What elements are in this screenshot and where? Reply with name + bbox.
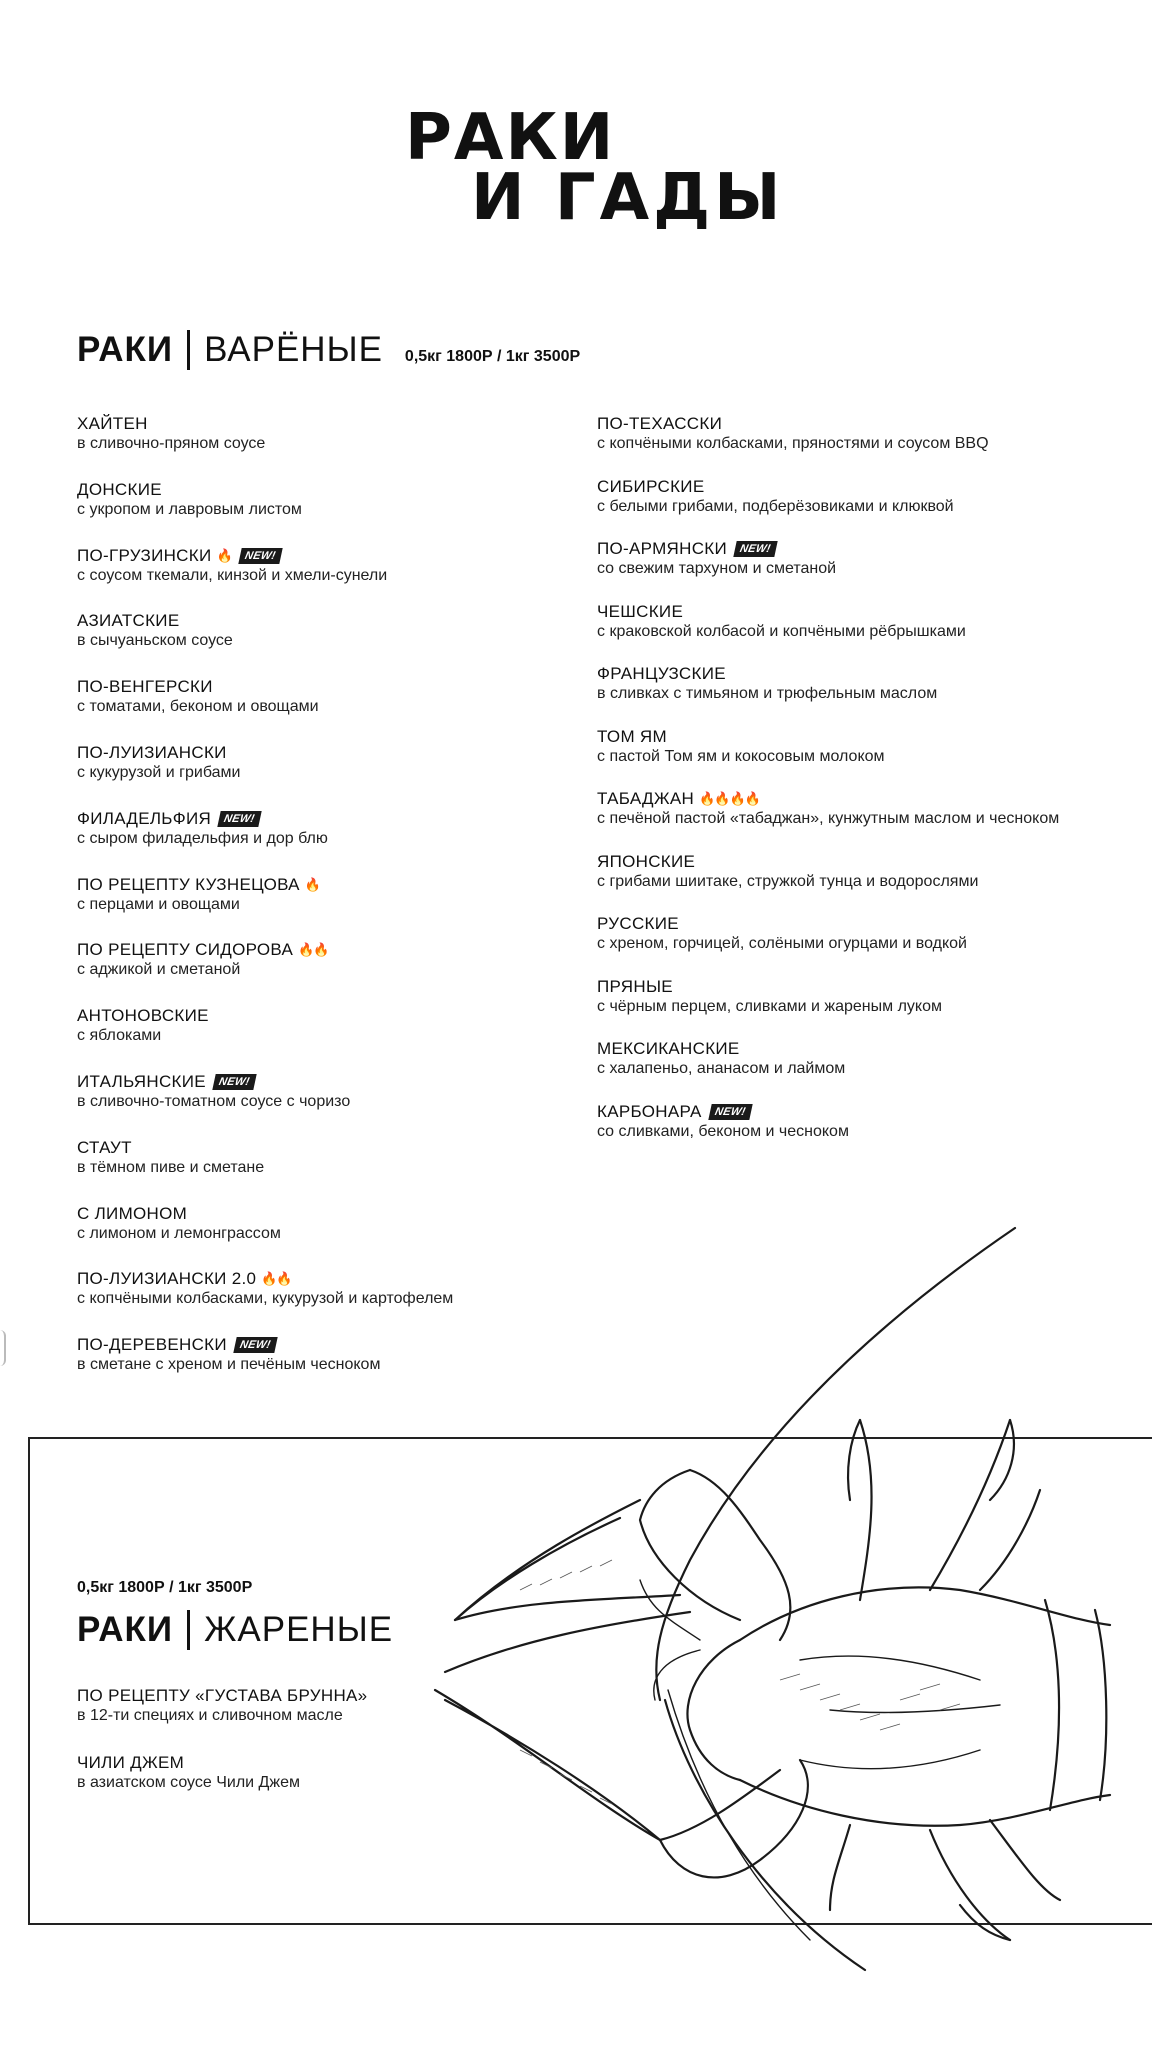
- boiled-title-light: ВАРЁНЫЕ: [204, 330, 383, 369]
- menu-item-description: в сливках с тимьяном и трюфельным маслом: [597, 685, 938, 702]
- boiled-title-bold: РАКИ: [77, 330, 174, 369]
- menu-item-name: ПО-ЛУИЗИАНСКИ: [77, 743, 227, 762]
- menu-item-name: ПО-ЛУИЗИАНСКИ 2.0: [77, 1269, 257, 1289]
- menu-item-name: ПО-ДЕРЕВЕНСКИ: [77, 1335, 227, 1355]
- menu-item-description: с кукурузой и грибами: [77, 764, 241, 781]
- logo-line-1: РАКИ: [405, 101, 616, 175]
- menu-item-name: ФРАНЦУЗСКИЕ: [597, 664, 726, 683]
- menu-item-description: в сычуаньском соусе: [77, 632, 233, 650]
- menu-item-name: ЧЕШСКИЕ: [597, 601, 684, 621]
- menu-item-description: с соусом ткемали, кинзой и хмели-сунели: [77, 566, 388, 584]
- menu-item-description: с пастой Том ям и кокосовым молоком: [597, 747, 885, 765]
- menu-item-description: с печёной пастой «табаджан», кунжутным маслом и чесноком: [597, 810, 1060, 827]
- menu-item-description: с укропом и лавровым листом: [77, 500, 302, 518]
- menu-item-description: в азиатском соусе Чили Джем: [77, 1774, 300, 1791]
- fried-column: [77, 1686, 457, 1826]
- menu-item-description: с халапеньо, ананасом и лаймом: [597, 1060, 846, 1077]
- menu-item-name: ПО РЕЦЕПТУ «ГУСТАВА БРУННА»: [77, 1686, 368, 1705]
- menu-item: [77, 1753, 300, 1793]
- menu-item-description: с перцами и овощами: [77, 895, 240, 913]
- fried-price: 0,5кг 1800Р / 1кг 3500Р: [77, 1579, 253, 1596]
- spicy-flame-icon: 🔥: [304, 876, 321, 892]
- menu-item-name: МЕКСИКАНСКИЕ: [597, 1039, 740, 1058]
- menu-item-name: ПРЯНЫЕ: [597, 976, 673, 996]
- spicy-flame-icon: 🔥: [216, 547, 232, 563]
- menu-item-name: ПО РЕЦЕПТУ КУЗНЕЦОВА: [77, 874, 300, 894]
- new-badge: NEW!: [217, 811, 261, 827]
- spicy-flame-icon: 🔥🔥🔥🔥: [699, 791, 760, 806]
- new-badge: NEW!: [708, 1104, 752, 1120]
- menu-item-name: С ЛИМОНОМ: [77, 1203, 188, 1223]
- menu-item-description: со свежим тархуном и сметаной: [597, 560, 837, 577]
- new-badge: NEW!: [733, 541, 777, 557]
- spicy-flame-icon: 🔥🔥: [298, 942, 329, 958]
- menu-item-description: с томатами, беконом и овощами: [77, 698, 319, 716]
- menu-item-name-row: [77, 1753, 300, 1773]
- menu-item-name: ИТАЛЬЯНСКИЕ: [77, 1072, 206, 1091]
- menu-item-description: с сыром филадельфия и дор блю: [77, 829, 328, 847]
- menu-item-description: в тёмном пиве и сметане: [77, 1158, 265, 1176]
- menu-item: [77, 1686, 367, 1726]
- menu-item-name: СТАУТ: [77, 1137, 132, 1157]
- logo-line-2: И ГАДЫ: [471, 161, 785, 235]
- menu-item-name: ПО-ТЕХАССКИ: [597, 414, 723, 433]
- fried-title-light: ЖАРЕНЫЕ: [204, 1610, 394, 1649]
- new-badge: NEW!: [238, 548, 282, 564]
- menu-item-description: с яблоками: [77, 1027, 162, 1045]
- menu-item-name: АНТОНОВСКИЕ: [77, 1006, 209, 1026]
- fried-title-bold: РАКИ: [77, 1610, 174, 1649]
- menu-item-name: ПО-ВЕНГЕРСКИ: [77, 677, 213, 697]
- menu-item-description: с аджикой и сметаной: [77, 961, 241, 979]
- new-badge: NEW!: [212, 1074, 256, 1090]
- menu-item-name: РУССКИЕ: [597, 914, 679, 933]
- menu-item-name: СИБИРСКИЕ: [597, 476, 705, 496]
- menu-item-description: с белыми грибами, подберёзовиками и клюквой: [597, 497, 954, 515]
- fried-section-header: [77, 1610, 393, 1650]
- menu-item-description: в сливочно-томатном соусе с чоризо: [77, 1093, 351, 1110]
- menu-item-description: в сметане с хреном и печёным чесноком: [77, 1356, 381, 1374]
- title-divider: [187, 1610, 190, 1650]
- menu-item-description: с копчёными колбасками, пряностями и соусом BBQ: [597, 435, 989, 452]
- menu-item-name: АЗИАТСКИЕ: [77, 611, 180, 631]
- boiled-price: 0,5кг 1800Р / 1кг 3500Р: [404, 348, 581, 365]
- menu-item-name: ДОНСКИЕ: [77, 479, 162, 499]
- new-badge: NEW!: [233, 1337, 277, 1353]
- menu-item-name-row: [77, 1686, 367, 1706]
- menu-item-description: со сливками, беконом и чесноком: [597, 1122, 849, 1140]
- menu-item-name: ПО-АРМЯНСКИ: [597, 539, 728, 558]
- menu-item-description: с грибами шиитаке, стружкой тунца и водорослями: [597, 872, 979, 890]
- menu-item-name: ПО-ГРУЗИНСКИ: [77, 545, 212, 565]
- menu-item-description: с копчёными колбасками, кукурузой и картофелем: [77, 1290, 454, 1308]
- menu-item-description: с краковской колбасой и копчёными рёбрышками: [597, 622, 966, 640]
- menu-item-name: ПО РЕЦЕПТУ СИДОРОВА: [77, 940, 294, 960]
- menu-item-name: КАРБОНАРА: [597, 1101, 702, 1121]
- menu-item-description: с чёрным перцем, сливками и жареным луком: [597, 997, 942, 1015]
- menu-item-name: ТОМ ЯМ: [597, 726, 667, 746]
- menu-item-description: в сливочно-пряном соусе: [77, 435, 266, 452]
- menu-item-name: ФИЛАДЕЛЬФИЯ: [77, 808, 212, 828]
- menu-item-description: с хреном, горчицей, солёными огурцами и водкой: [597, 935, 967, 952]
- menu-item-name: ХАЙТЕН: [77, 414, 148, 433]
- menu-item-name: ТАБАДЖАН: [597, 789, 695, 808]
- menu-item-name: ЯПОНСКИЕ: [597, 851, 696, 871]
- spicy-flame-icon: 🔥🔥: [261, 1271, 292, 1287]
- menu-item-description: с лимоном и лемонграссом: [77, 1224, 281, 1242]
- menu-item-name: ЧИЛИ ДЖЕМ: [77, 1753, 185, 1772]
- menu-item-description: в 12-ти специях и сливочном масле: [77, 1707, 343, 1724]
